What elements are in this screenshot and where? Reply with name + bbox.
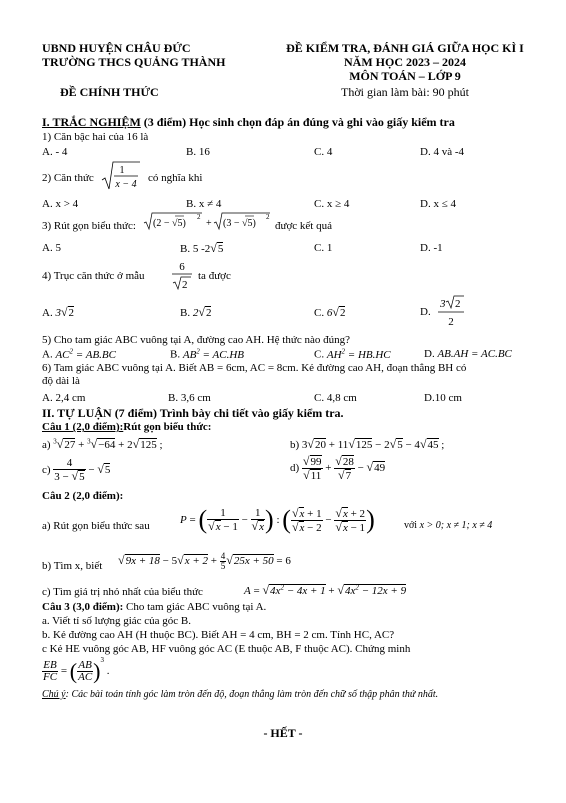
svg-text:(3 − √5): (3 − √5) [223, 218, 256, 229]
svg-text:(2 − √5): (2 − √5) [153, 218, 186, 229]
svg-text:x − 4: x − 4 [115, 179, 137, 190]
c2-heading: Câu 2 (2,0 điểm): [42, 490, 124, 502]
c2-b-text: b) Tìm x, biết [42, 560, 103, 572]
c2-c-text: c) Tìm giá trị nhỏ nhất của biểu thức [42, 586, 203, 598]
q6-c: C. 4,8 cm [314, 392, 357, 404]
c1-c: c) $\frac{4}{3 - √5}$ − √5 [42, 457, 111, 483]
c1-b: b) 3√20 + 11√125 − 2√5 − 4√45 ; [290, 437, 445, 451]
svg-text:6: 6 [179, 261, 185, 273]
q3-text: 3) Rút gọn biểu thức: [42, 220, 136, 232]
q2-a: A. x > 4 [42, 198, 79, 210]
q1-d: D. 4 và -4 [420, 146, 464, 158]
q6-line2: độ dài là [42, 375, 80, 387]
q4-b: B. 2√2 [180, 305, 212, 319]
svg-text:2: 2 [197, 213, 201, 221]
q1-text: 1) Căn bậc hai của 16 là [42, 131, 149, 143]
note: Chú ý: Các bài toán tính góc làm tròn đến độ, đoạn thẳng làm tròn đến chữ số thập phân thứ nhất. [42, 689, 439, 700]
official-label: ĐỀ CHÍNH THỨC [60, 85, 159, 99]
q3-b: B. 5 -2√5 [180, 241, 224, 255]
c2-a-text: a) Rút gọn biểu thức sau [42, 520, 150, 532]
c1-a: a) $^3$√27 + $^3$√−64 + 2√125 ; [42, 437, 163, 451]
q3-expression [142, 210, 272, 232]
subject: MÔN TOÁN – LỚP 9 [349, 69, 461, 83]
c2-a-condition: với x > 0; x ≠ 1; x ≠ 4 [404, 520, 493, 531]
q6-line1: 6) Tam giác ABC vuông tại A. Biết AB = 6cm, AC = 8cm. Kẻ đường cao AH, đoạn thẳng BH có [42, 362, 467, 374]
q6-b: B. 3,6 cm [168, 392, 211, 404]
time-allowed: Thời gian làm bài: 90 phút [341, 85, 469, 99]
c3-a: a. Viết tỉ số lượng giác của góc B. [42, 615, 191, 627]
q5-b: B. $AB^2 = AC.HB$ [170, 347, 244, 361]
q3-suffix: được kết quả [275, 220, 332, 232]
q4-text: 4) Trục căn thức ở mẫu [42, 270, 145, 282]
q6-a: A. 2,4 cm [42, 392, 86, 404]
q2-suffix: có nghĩa khi [148, 172, 203, 184]
q2-d: D. x ≤ 4 [420, 198, 456, 210]
q2-b: B. x ≠ 4 [186, 198, 222, 210]
q5-c: C. $AH^2 = HB.HC$ [314, 347, 391, 361]
c2-c-expression: $A = √4x^2 - 4x + 1 + √4x^2 - 12x + 9$ [244, 583, 407, 597]
school-name: TRƯỜNG THCS QUẢNG THÀNH [42, 55, 226, 69]
end-marker: - HẾT - [263, 726, 303, 740]
q2-text: 2) Căn thức [42, 172, 94, 184]
svg-text:1: 1 [119, 165, 125, 176]
q6-d: D.10 cm [424, 392, 462, 404]
q4-a: A. 3√2 [42, 305, 75, 319]
school-year: NĂM HỌC 2023 – 2024 [344, 55, 466, 69]
c1-d: d) $\frac{√99}{√11}$ + $\frac{√28}{√7}$ − √49 [290, 454, 386, 482]
district-name: UBND HUYỆN CHÂU ĐỨC [42, 41, 191, 55]
q1-a: A. - 4 [42, 146, 68, 158]
c3-b: b. Kẻ đường cao AH (H thuộc BC). Biết AH = 4 cm, BH = 2 cm. Tính HC, AC? [42, 629, 395, 641]
q3-a: A. 5 [42, 242, 61, 254]
q4-c: C. 6√2 [314, 305, 346, 319]
q2-radical [100, 160, 140, 192]
svg-text:2: 2 [182, 279, 188, 291]
q5-d: D. AB.AH = AC.BC [424, 348, 512, 360]
q1-c: C. 4 [314, 146, 333, 158]
c1-heading: Câu 1 (2,0 điểm):Rút gọn biểu thức: [42, 421, 212, 433]
c3-c: c Kẻ HE vuông góc AB, HF vuông góc AC (E thuộc AB, F thuộc AC). Chứng minh [42, 643, 411, 655]
c3-c-equation: $\frac{EB}{FC}$ = ( $\frac{AB}{AC}$ )$^3$ . [43, 656, 110, 684]
part1-heading: I. TRẮC NGHIỆM (3 điểm) Học sinh chọn đáp án đúng và ghi vào giấy kiểm tra [42, 115, 455, 129]
svg-text:+: + [206, 218, 212, 229]
svg-text:3: 3 [440, 298, 446, 310]
q4-suffix: ta được [198, 270, 231, 282]
svg-text:2: 2 [455, 298, 461, 310]
svg-text:2: 2 [266, 213, 270, 221]
c2-b-expression: √9x + 18 − 5√x + 2 + $\frac{4}{5}$ √25x + 50 = 6 [118, 551, 291, 571]
q1-b: B. 16 [186, 146, 210, 158]
c2-a-expression: P = ( $\frac{1}{√x - 1}$ − $\frac{1}{√x}$ ) : ( $\frac{√x + 1}{√x - 2}$ − $\frac{√x + 2}{√x - 1}$ ) [180, 505, 375, 534]
q4-d-fraction [436, 294, 466, 330]
q5-a: A. $AC^2 = AB.BC$ [42, 347, 116, 361]
q3-c: C. 1 [314, 242, 333, 254]
exam-title: ĐỀ KIỂM TRA, ĐÁNH GIÁ GIỮA HỌC KÌ I [286, 41, 524, 55]
q2-c: C. x ≥ 4 [314, 198, 350, 210]
part2-heading: II. TỰ LUẬN (7 điểm) Trình bày chi tiết vào giấy kiểm tra. [42, 406, 344, 420]
q4-d-label: D. [420, 306, 431, 318]
q5-text: 5) Cho tam giác ABC vuông tại A, đường cao AH. Hệ thức nào đúng? [42, 334, 350, 346]
svg-text:2: 2 [448, 316, 454, 328]
c3-heading: Câu 3 (3,0 điểm): Cho tam giác ABC vuông tại A. [42, 601, 267, 613]
q4-fraction [170, 258, 194, 292]
q3-d: D. -1 [420, 242, 443, 254]
